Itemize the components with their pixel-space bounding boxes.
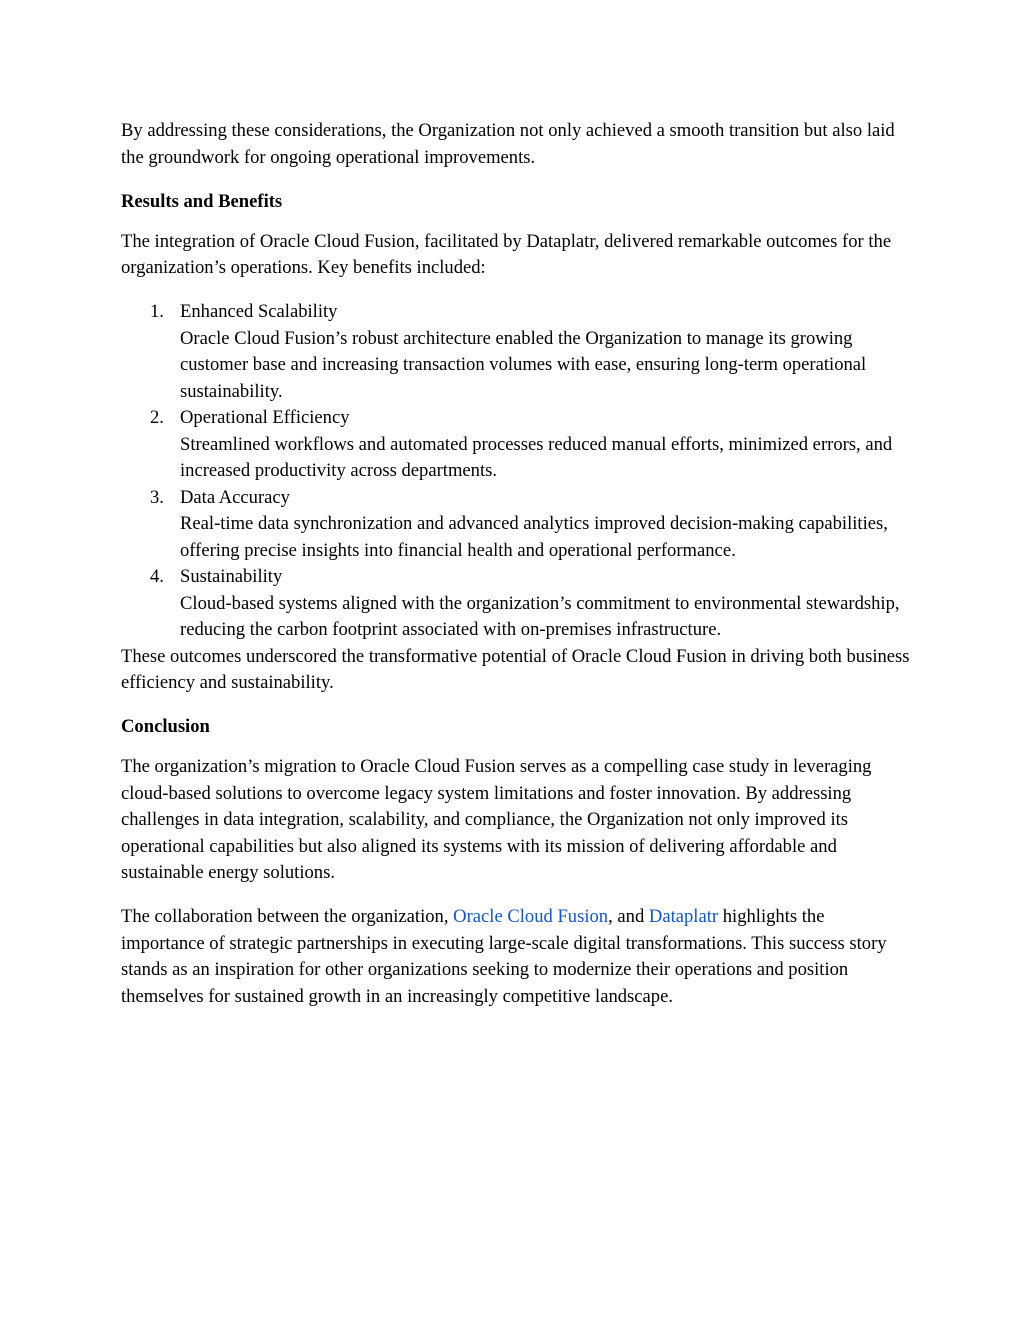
list-number: 2. — [150, 407, 164, 428]
benefit-title: Sustainability — [180, 566, 283, 587]
paragraph-text: , and — [608, 906, 649, 927]
benefit-item-sustainability — [150, 564, 911, 644]
conclusion-paragraph-2 — [121, 904, 911, 1010]
results-intro-paragraph: The integration of Oracle Cloud Fusion, facilitated by Dataplatr, delivered remarkable outcomes for the organization’s operations. Key benefits included: — [121, 230, 892, 278]
benefit-item-accuracy — [150, 485, 911, 565]
intro-paragraph: By addressing these considerations, the Organization not only achieved a smooth transition but also laid the groundwork for ongoing operational improvements. — [121, 120, 895, 168]
conclusion-paragraph-1: The organization’s migration to Oracle Cloud Fusion serves as a compelling case study in leveraging cloud-based solutions to overcome legacy system limitations and foster innovation. By addressing challenges in data integration, scalability, and compliance, the Organization not only improved its operational capabilities but also aligned its systems with its mission of delivering affordable and sustainable energy solutions. — [121, 756, 872, 883]
benefit-item-scalability — [150, 299, 911, 405]
list-number: 4. — [150, 566, 164, 587]
benefit-item-efficiency — [150, 405, 911, 485]
oracle-cloud-fusion-link[interactable]: Oracle Cloud Fusion — [453, 906, 609, 927]
benefit-description: Cloud-based systems aligned with the organization’s commitment to environmental stewardship, reducing the carbon footprint associated with on-premises infrastructure. — [180, 592, 900, 640]
benefits-list — [121, 299, 911, 644]
dataplatr-link[interactable]: Dataplatr — [648, 906, 719, 927]
conclusion-heading: Conclusion — [121, 716, 210, 737]
list-number: 3. — [150, 486, 164, 508]
benefit-title: Enhanced Scalability — [180, 301, 338, 322]
paragraph-text: The collaboration between the organization, — [121, 906, 454, 927]
document-page — [121, 118, 911, 1028]
benefit-description: Streamlined workflows and automated processes reduced manual efforts, minimized errors, and increased productivity across departments. — [180, 433, 893, 481]
list-number: 1. — [150, 301, 164, 322]
results-closing-paragraph: These outcomes underscored the transformative potential of Oracle Cloud Fusion in driving both business efficiency and sustainability. — [121, 645, 910, 693]
benefit-title: Data Accuracy — [180, 486, 290, 508]
paragraph-text: highlights the importance of strategic partnerships in executing large-scale digital transformations. This success story stands as an inspiration for other organizations seeking to modernize their operations and position themselves for sustained growth in an increasingly competitive landscape. — [121, 906, 887, 1007]
benefit-description: Oracle Cloud Fusion’s robust architecture enabled the Organization to manage its growing customer base and increasing transaction volumes with ease, ensuring long-term operational sustainability. — [180, 327, 867, 402]
results-heading: Results and Benefits — [121, 190, 283, 212]
benefit-description: Real-time data synchronization and advanced analytics improved decision-making capabilities, offering precise insights into financial health and operational performance. — [180, 513, 888, 561]
benefit-title: Operational Efficiency — [180, 407, 350, 428]
